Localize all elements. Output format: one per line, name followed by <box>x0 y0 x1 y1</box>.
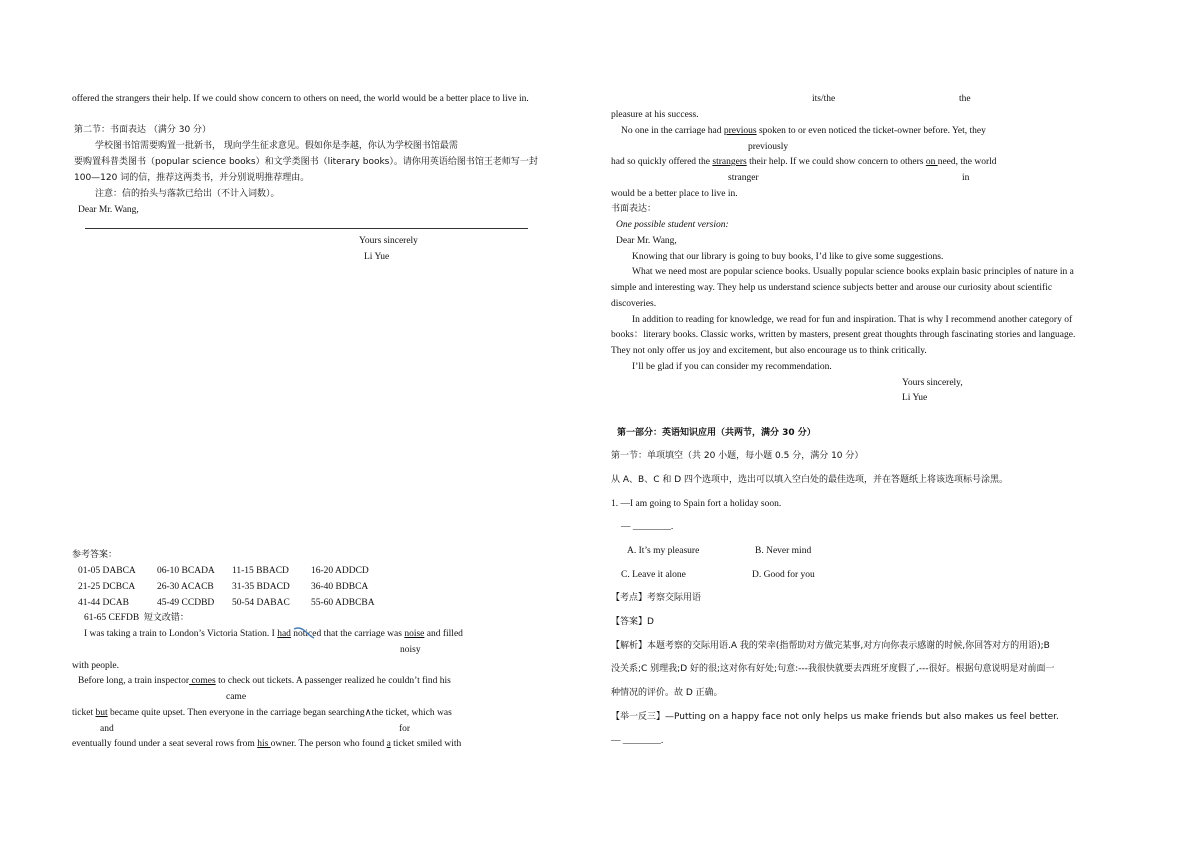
answer-cell: 45-49 CCDBD <box>157 598 215 608</box>
letter-closing: Yours sincerely <box>359 236 418 246</box>
model-label: One possible student version: <box>616 220 729 230</box>
correction-line-4: ticket but became quite upset. Then everyone in the carriage began searching∧the ticket, which was <box>72 708 452 718</box>
answer-cell: 26-30 ACACB <box>157 582 214 592</box>
model-paragraph-3: They not only offer us joy and excitement, but also encourage us to think critically. <box>611 346 927 356</box>
option-a: A. It’s my pleasure <box>627 546 700 556</box>
model-paragraph-2: simple and interesting way. They help us understand science subjects better and arouse our curiosity about scientific <box>611 283 1053 293</box>
option-c: C. Leave it alone <box>621 570 686 580</box>
model-paragraph-2: What we need most are popular science books. Usually popular science books explain basic principles of nature in a <box>632 267 1074 277</box>
deletion-mark <box>292 626 316 640</box>
correction-line-6: pleasure at his success. <box>611 110 699 120</box>
option-d: D. Good for you <box>752 570 815 580</box>
answer-cell: 06-10 BCADA <box>157 566 215 576</box>
prompt-line-3: 100—120 词的信，推荐这两类书，并分别说明推荐理由。 <box>74 173 310 183</box>
answer-last-row <box>84 612 189 624</box>
error-word: noise <box>404 629 425 639</box>
correction-line-3: Before long, a train inspector comes to check out tickets. A passenger realized he couldn’t find his <box>78 676 451 686</box>
answer-cell: 21-25 DCBCA <box>78 582 136 592</box>
follow-up-question: 【举一反三】—Putting on a happy face not only helps us make friends but also makes us feel better. <box>611 712 1059 722</box>
option-b: B. Never mind <box>755 546 812 556</box>
answer-cell: 01-05 DABCA <box>78 566 136 576</box>
letter-signature: Li Yue <box>364 252 390 262</box>
error-word: a <box>386 739 391 749</box>
question-1: 1. —I am going to Spain fort a holiday soon. <box>611 499 782 509</box>
model-closing: Yours sincerely, <box>902 378 963 388</box>
correction-line-1: I was taking a train to London’s Victoria Station. I had noticed that the carriage was noise and filled <box>84 629 463 639</box>
model-paragraph-2: discoveries. <box>611 299 657 309</box>
answer-cell: 11-15 BBACD <box>232 566 289 576</box>
correction-fix: stranger <box>728 173 759 183</box>
analysis-line-1: 【解析】本题考察的交际用语.A 我的荣幸(指帮助对方做完某事,对方向你表示感谢的时候,你回答对方的用语);B <box>611 641 1050 651</box>
answer-cell: 31-35 BDACD <box>232 582 290 592</box>
error-word: previous <box>723 126 757 136</box>
part1-heading: 第一部分：英语知识应用（共两节，满分 30 分） <box>617 428 816 438</box>
letter-salutation: Dear Mr. Wang, <box>78 205 139 215</box>
error-word: strangers <box>712 157 747 167</box>
section1-heading: 第一节：单项填空（共 20 小题，每小题 0.5 分，满分 10 分） <box>611 451 864 461</box>
question-1-blank: — ________. <box>621 522 674 532</box>
model-paragraph-1: Knowing that our library is going to buy books, I’d like to give some suggestions. <box>632 252 944 262</box>
answer-cell: 61-65 CEFDB <box>84 613 140 623</box>
writing-rule <box>85 228 528 229</box>
prompt-line-2: 要购置科普类图书（popular science books）和文学类图书（literary books）。请你用英语给图书馆王老师写一封 <box>74 157 538 167</box>
analysis-line-3: 种情况的评价。故 D 正确。 <box>611 688 723 698</box>
correction-line-9: would be a better place to live in. <box>611 189 738 199</box>
correction-fix: noisy <box>400 645 421 655</box>
model-heading: 书面表达： <box>611 204 657 214</box>
prompt-line-1: 学校图书馆需要购置一批新书， 现向学生征求意见。假如你是李越，你认为学校图书馆最需 <box>95 141 458 151</box>
correction-fix: in <box>962 173 970 183</box>
correction-fix: for <box>399 724 411 734</box>
error-word: on <box>925 157 938 167</box>
correction-line-7: No one in the carriage had previous spoken to or even noticed the ticket-owner before. Yet, they <box>621 126 986 136</box>
writing-heading: 第二节：书面表达 （满分 30 分） <box>74 125 212 135</box>
error-word: had <box>277 629 291 639</box>
answer-key: 【答案】D <box>611 617 654 627</box>
correction-line-2: with people. <box>72 661 119 671</box>
correction-line-8: had so quickly offered the strangers their help. If we could show concern to others on need, the world <box>611 157 997 167</box>
correction-fix: previously <box>748 142 789 152</box>
answers-heading: 参考答案： <box>72 550 118 560</box>
model-paragraph-3: In addition to reading for knowledge, we read for fun and inspiration. That is why I recommend another category of <box>632 315 1073 325</box>
correction-heading: 短文改错： <box>143 613 189 623</box>
analysis-line-2: 没关系;C 别理我;D 好的很;这对你有好处;句意:---我很快就要去西班牙度假了,---很好。根据句意说明是对前面一 <box>611 664 1055 674</box>
answer-cell: 55-60 ADBCBA <box>311 598 375 608</box>
answer-cell: 41-44 DCAB <box>78 598 129 608</box>
follow-up-blank: — ________. <box>611 736 664 746</box>
prompt-note: 注意：信的抬头与落款已给出（不计入词数）。 <box>95 189 280 199</box>
error-word: but <box>95 708 108 718</box>
model-salutation: Dear Mr. Wang, <box>616 236 677 246</box>
left-top-line: offered the strangers their help. If we could show concern to others on need, the world would be a better place to live in. <box>72 94 529 104</box>
section1-instructions: 从 A、B、C 和 D 四个选项中，选出可以填入空白处的最佳选项，并在答题纸上将该选项标号涂黑。 <box>611 475 1008 485</box>
correction-line-5: eventually found under a seat several rows from his owner. The person who found a ticket smiled with <box>72 739 462 749</box>
correction-fix: its/the <box>812 94 836 104</box>
correction-fix: came <box>226 692 247 702</box>
model-paragraph-4: I’ll be glad if you can consider my recommendation. <box>632 362 832 372</box>
answer-cell: 50-54 DABAC <box>232 598 290 608</box>
answer-cell: 36-40 BDBCA <box>311 582 369 592</box>
insertion-mark: ∧ <box>364 708 372 718</box>
correction-fix: and <box>100 724 114 734</box>
model-signature: Li Yue <box>902 393 928 403</box>
error-word: his <box>257 739 271 749</box>
answer-cell: 16-20 ADDCD <box>311 566 369 576</box>
correction-fix: the <box>959 94 971 104</box>
kaodian: 【考点】考察交际用语 <box>611 593 702 603</box>
error-word: comes <box>189 676 216 686</box>
model-paragraph-3: books：literary books. Classic works, written by masters, present great thoughts through fascinating stories and language. <box>611 330 1076 340</box>
